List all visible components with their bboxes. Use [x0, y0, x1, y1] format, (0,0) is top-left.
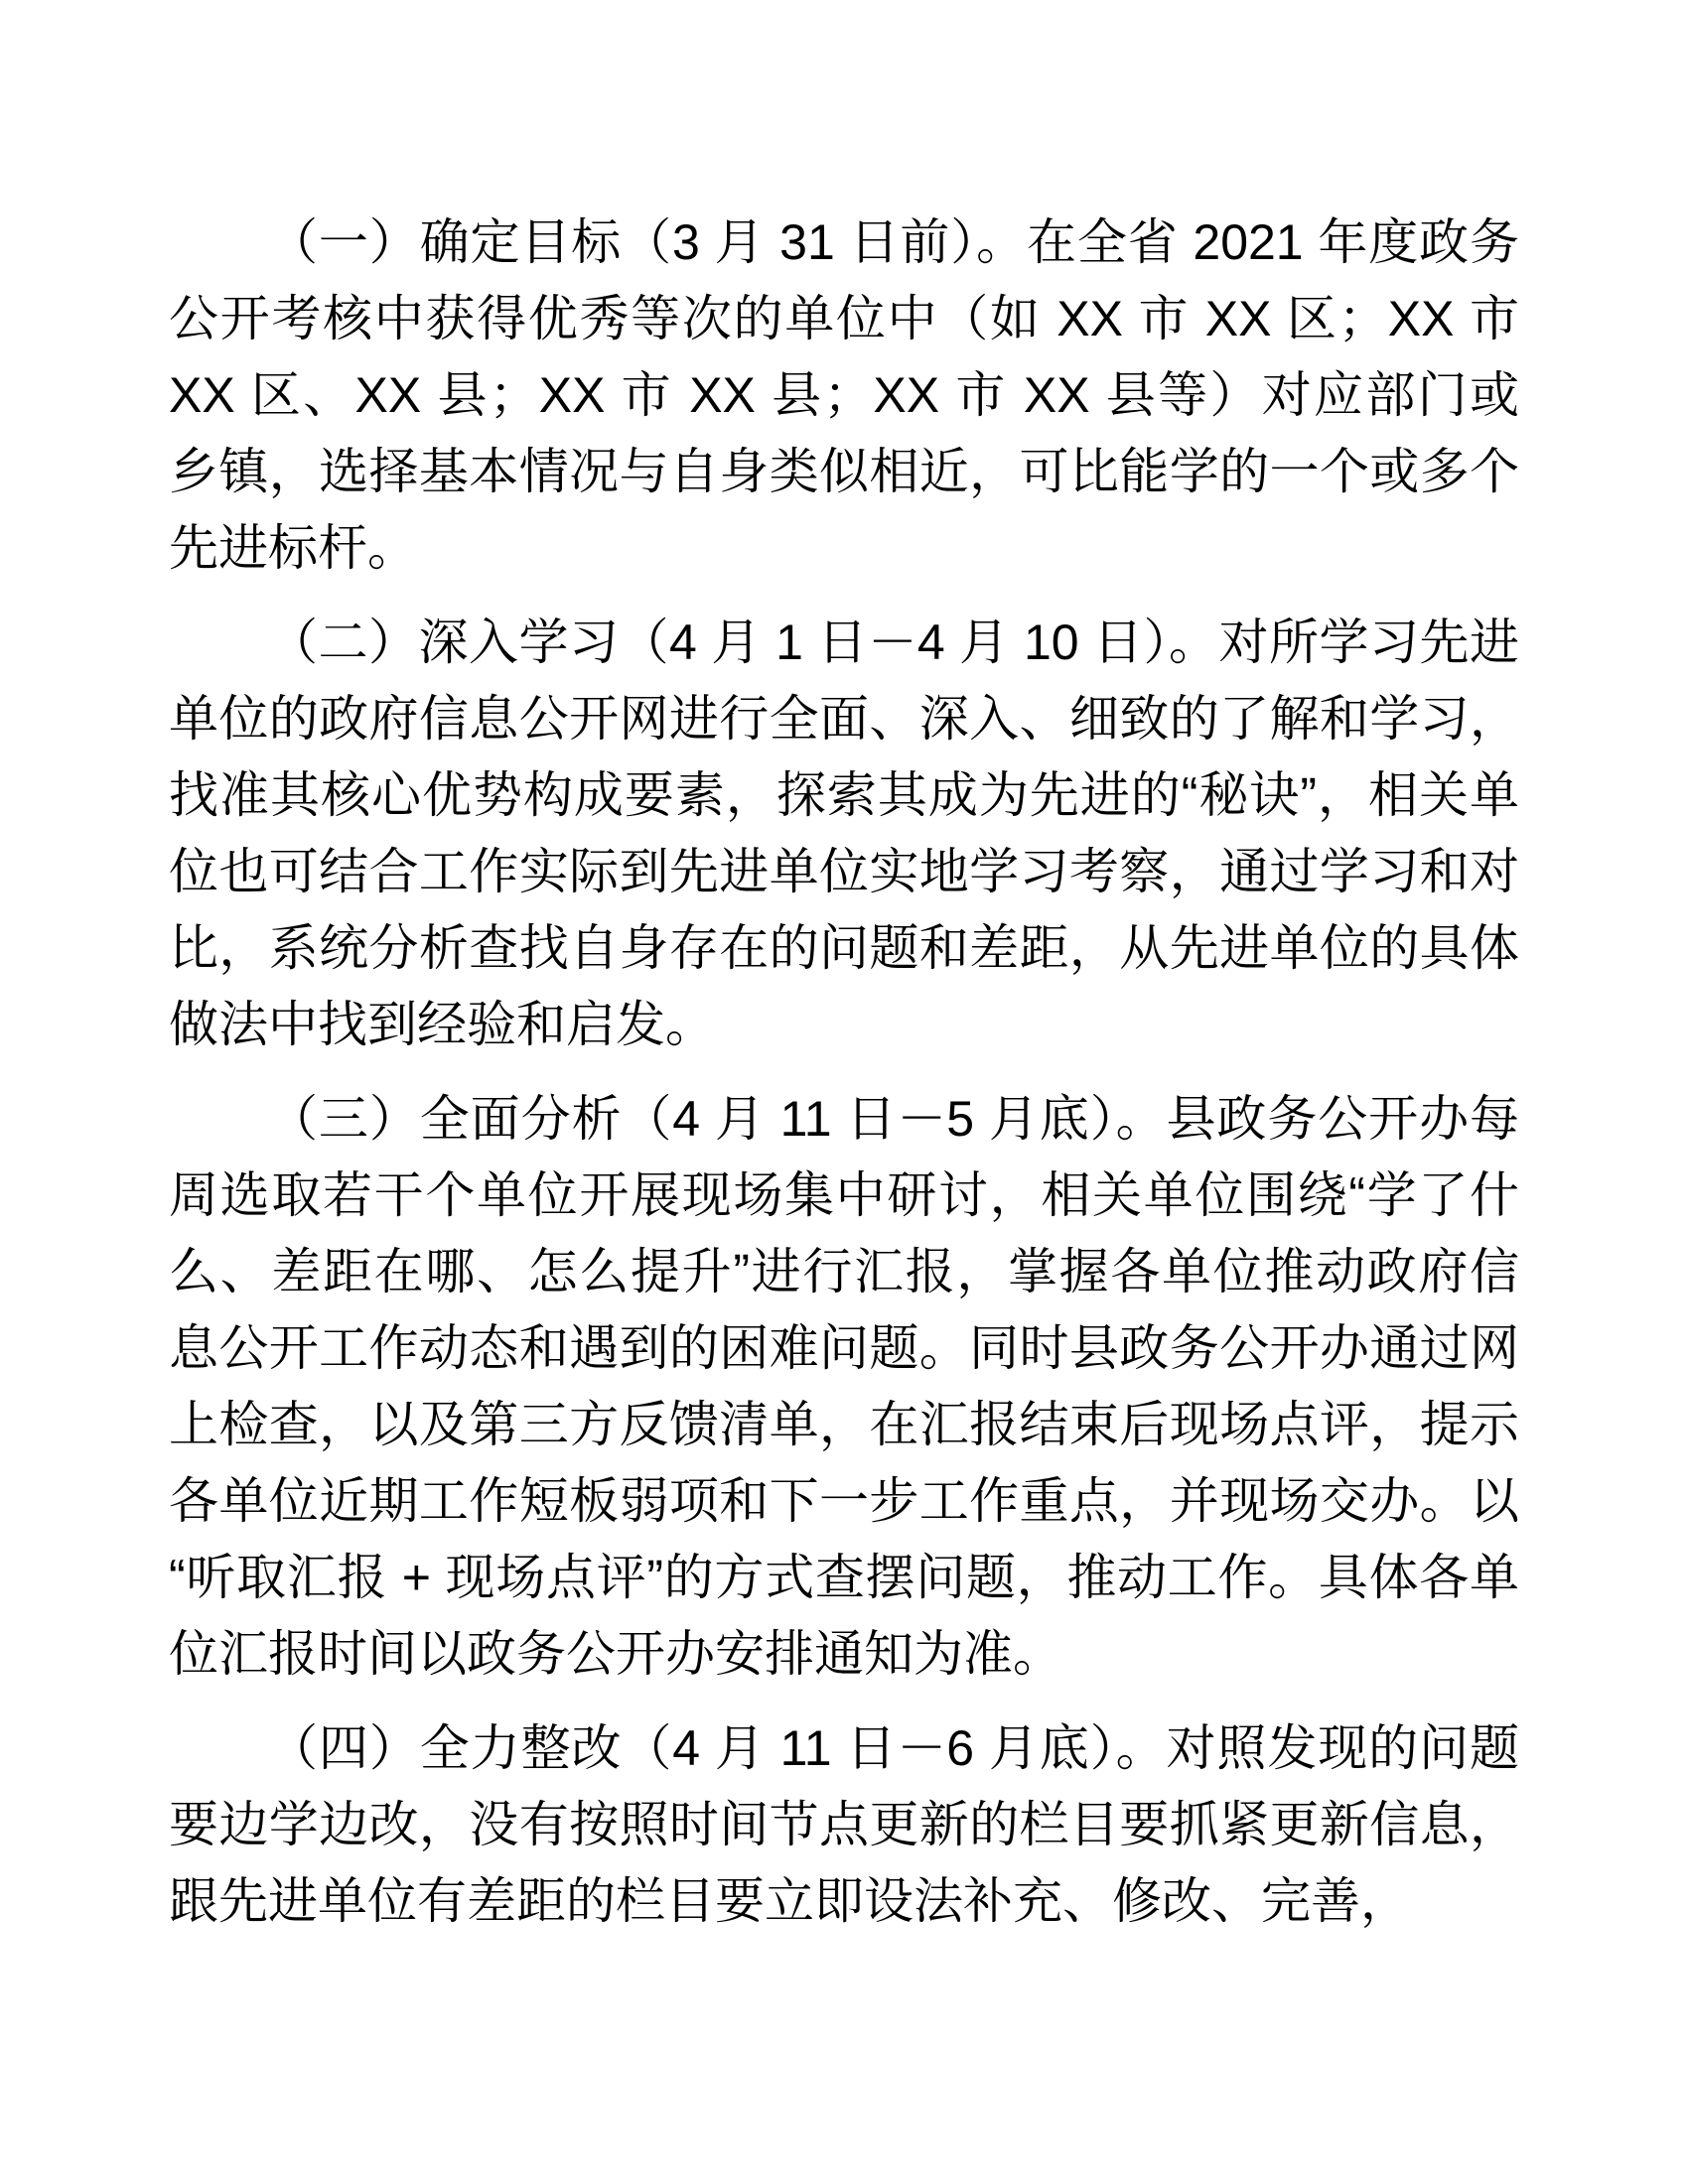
- paragraph-1-define-goals: （一）确定目标（3 月 31 日前）。在全省 2021 年度政务公开考核中获得优秀等次的单位中（如 XX 市 XX 区；XX 市 XX 区、XX 县；XX 市 XX 县；XX 市 XX 县等）对应部门或乡镇，选择基本情况与自身类似相近，可比能学的一个或多个先进标杆。: [169, 214, 1519, 576]
- paragraph-3-comprehensive-analysis: （三）全面分析（4 月 11 日－5 月底）。县政务公开办每周选取若干个单位开展现场集中研讨，相关单位围绕“学了什么、差距在哪、怎么提升”进行汇报，掌握各单位推动政府信息公开工作动态和遇到的困难问题。同时县政务公开办通过网上检查，以及第三方反馈清单，在汇报结束后现场点评，提示各单位近期工作短板弱项和下一步工作重点，并现场交办。以“听取汇报 + 现场点评”的方式查摆问题，推动工作。具体各单位汇报时间以政务公开办安排通知为准。: [169, 1091, 1519, 1682]
- paragraph-2-deep-learning: （二）深入学习（4 月 1 日－4 月 10 日）。对所学习先进单位的政府信息公开网进行全面、深入、细致的了解和学习，找准其核心优势构成要素，探索其成为先进的“秘诀”，相关单位也可结合工作实际到先进单位实地学习考察，通过学习和对比，系统分析查找自身存在的问题和差距，从先进单位的具体做法中找到经验和启发。: [169, 614, 1519, 1052]
- document-body: [169, 205, 1519, 1940]
- paragraph-4-full-rectification: （四）全力整改（4 月 11 日－6 月底）。对照发现的问题要边学边改，没有按照时间节点更新的栏目要抓紧更新信息，跟先进单位有差距的栏目要立即设法补充、修改、完善，: [169, 1720, 1519, 1929]
